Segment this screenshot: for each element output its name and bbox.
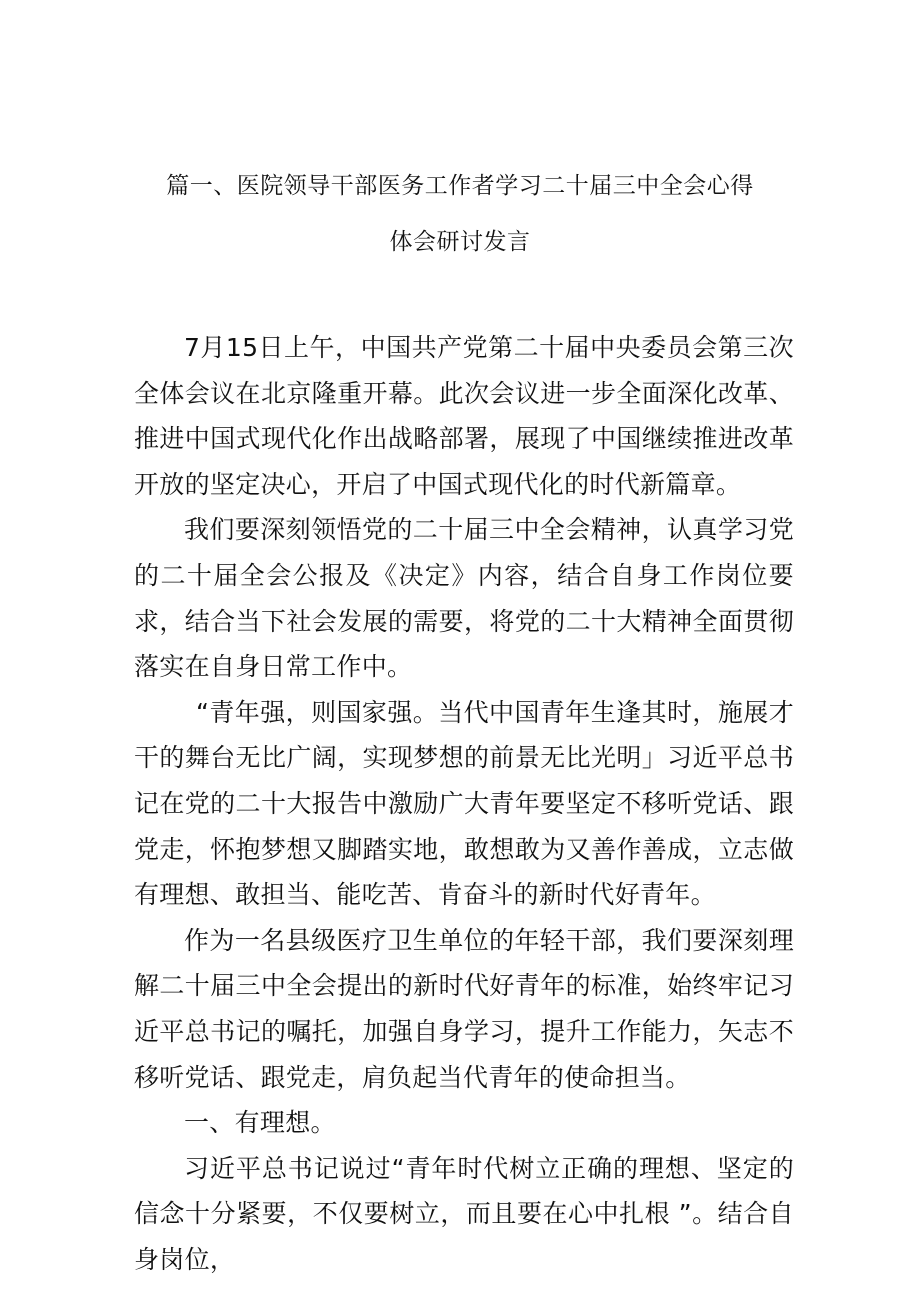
paragraph-ideals-quote: 习近平总书记说过“青年时代树立正确的理想、坚定的信念十分紧要，不仅要树立，而且要在心中扎根 ”。结合自身岗位， xyxy=(134,1153,794,1274)
section-heading-have-ideals: 一、有理想。 xyxy=(184,1108,336,1138)
document-body xyxy=(134,325,794,1282)
document-title-line-2: 体会研讨发言 xyxy=(389,229,531,255)
document-title-line-1: 篇一、医院领导干部医务工作者学习二十届三中全会心得 xyxy=(166,173,754,199)
paragraph-plenum-opening: 7月15日上午，中国共产党第二十届中央委员会第三次全体会议在北京隆重开幕。此次会议进一步全面深化改革、推进中国式现代化作出战略部署，展现了中国继续推进改革开放的坚定决心，开启了中国式现代化的时代新篇章。 xyxy=(134,333,794,499)
paragraph-youth-quote: “青年强，则国家强。当代中国青年生逢其时，施展才干的舞台无比广阔，实现梦想的前景无比光明」习近平总书记在党的二十大报告中激励广大青年要坚定不移听党话、跟党走，怀抱梦想又脚踏实地，敢想敢为又善作善成，立志做有理想、敢担当、能吃苦、肯奋斗的新时代好青年。 xyxy=(134,697,794,910)
paragraph-young-cadre: 作为一名县级医疗卫生单位的年轻干部，我们要深刻理解二十届三中全会提出的新时代好青年的标准，始终牢记习近平总书记的嘱托，加强自身学习，提升工作能力，矢志不移听党话、跟党走，肩负起当代青年的使命担当。 xyxy=(134,925,794,1092)
paragraph-study-spirit: 我们要深刻领悟党的二十届三中全会精神，认真学习党的二十届全会公报及《决定》内容，结合自身工作岗位要求，结合当下社会发展的需要，将党的二十大精神全面贯彻落实在自身日常工作中。 xyxy=(134,515,794,682)
